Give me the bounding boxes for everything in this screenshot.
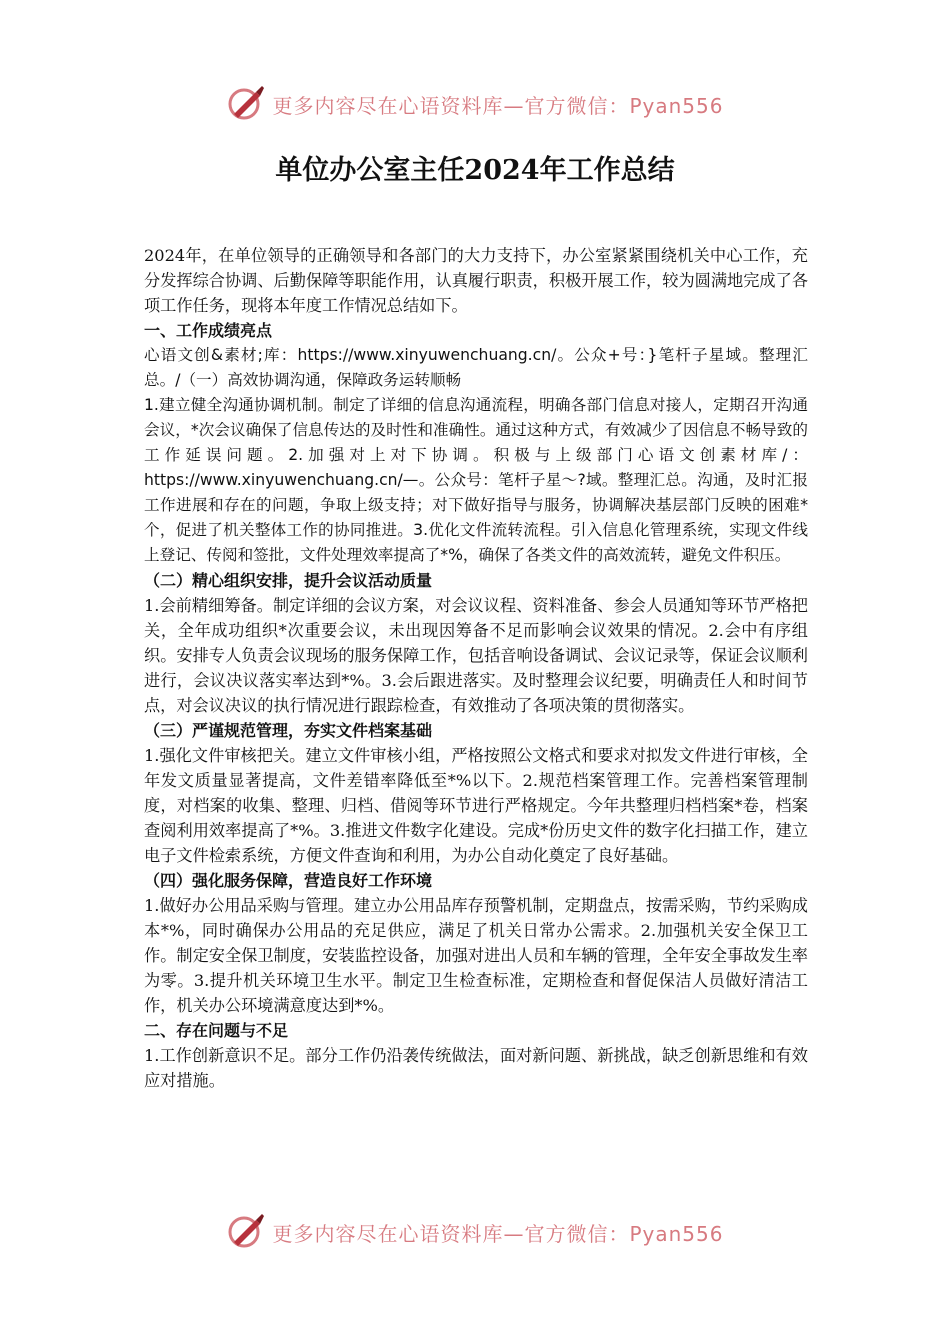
watermark-text: 更多内容尽在心语资料库—官方微信：Pyan556 <box>272 1221 724 1246</box>
paragraph-archives: 1.强化文件审核把关。建立文件审核小组，严格按照公文格式和要求对拟发文件进行审核，全年发文质量显著提高，文件差错率降低至*%以下。2.规范档案管理工作。完善档案管理制度，对档案的收集、整理、归档、借阅等环节进行严格规定。今年共整理归档档案*卷，档案查阅利用效率提高了*%。3.推进文件数字化建设。完成*份历史文件的数字化扫描工作，建立电子文件检索系统，方便文件查询和利用，为办公自动化奠定了良好基础。 <box>144 746 808 865</box>
watermark-text: 更多内容尽在心语资料库—官方微信：Pyan556 <box>272 93 724 118</box>
pen-logo-icon <box>226 84 266 124</box>
paragraph-services: 1.做好办公用品采购与管理。建立办公用品库存预警机制，定期盘点，按需采购，节约采购成本*%，同时确保办公用品的充足供应，满足了机关日常办公需求。2.加强机关安全保卫工作。制定安全保卫制度，安装监控设备，加强对进出人员和车辆的管理，全年安全事故发生率为零。3.提升机关环境卫生水平。制定卫生检查标准，定期检查和督促保洁人员做好清洁工作，机关办公环境满意度达到*%。 <box>144 896 808 1015</box>
pen-logo-icon <box>226 1212 266 1252</box>
subheading-services: （四）强化服务保障，营造良好工作环境 <box>144 871 433 890</box>
document-body <box>144 243 808 1093</box>
paragraph-source-note: 心语文创&素材;库：https://www.xinyuwenchuang.cn/。公众+号：}笔杆子星域。整理汇总。/（一）高效协调沟通，保障政务运转顺畅 <box>144 346 808 389</box>
section-heading-achievements: 一、工作成绩亮点 <box>144 321 273 340</box>
watermark-banner-bottom <box>0 1208 950 1256</box>
intro-paragraph: 2024年，在单位领导的正确领导和各部门的大力支持下，办公室紧紧围绕机关中心工作，充分发挥综合协调、后勤保障等职能作用，认真履行职责，积极开展工作，较为圆满地完成了各项工作任务，现将本年度工作情况总结如下。 <box>144 246 808 315</box>
watermark-banner-top <box>0 80 950 128</box>
paragraph-problems: 1.工作创新意识不足。部分工作仍沿袭传统做法，面对新问题、新挑战，缺乏创新思维和有效应对措施。 <box>144 1046 808 1090</box>
paragraph-coordination: 1.建立健全沟通协调机制。制定了详细的信息沟通流程，明确各部门信息对接人，定期召开沟通会议，*次会议确保了信息传达的及时性和准确性。通过这种方式，有效减少了因信息不畅导致的工作延误问题。2.加强对上对下协调。积极与上级部门心语文创素材库/：https://www.xinyuwenchuang.cn/—。公众号：笔杆子星～?域。整理汇总。沟通，及时汇报工作进展和存在的问题，争取上级支持；对下做好指导与服务，协调解决基层部门反映的困难*个，促进了机关整体工作的协同推进。3.优化文件流转流程。引入信息化管理系统，实现文件线上登记、传阅和签批，文件处理效率提高了*%，确保了各类文件的高效流转，避免文件积压。 <box>144 396 808 564</box>
subheading-archives: （三）严谨规范管理，夯实文件档案基础 <box>144 721 433 740</box>
section-heading-problems: 二、存在问题与不足 <box>144 1021 289 1040</box>
paragraph-meetings: 1.会前精细筹备。制定详细的会议方案，对会议议程、资料准备、参会人员通知等环节严格把关，全年成功组织*次重要会议，未出现因筹备不足而影响会议效果的情况。2.会中有序组织。安排专人负责会议现场的服务保障工作，包括音响设备调试、会议记录等，保证会议顺利进行，会议决议落实率达到*%。3.会后跟进落实。及时整理会议纪要，明确责任人和时间节点，对会议决议的执行情况进行跟踪检查，有效推动了各项决策的贯彻落实。 <box>144 596 808 715</box>
subheading-meetings: （二）精心组织安排，提升会议活动质量 <box>144 571 433 590</box>
document-title: 单位办公室主任2024年工作总结 <box>275 155 675 186</box>
